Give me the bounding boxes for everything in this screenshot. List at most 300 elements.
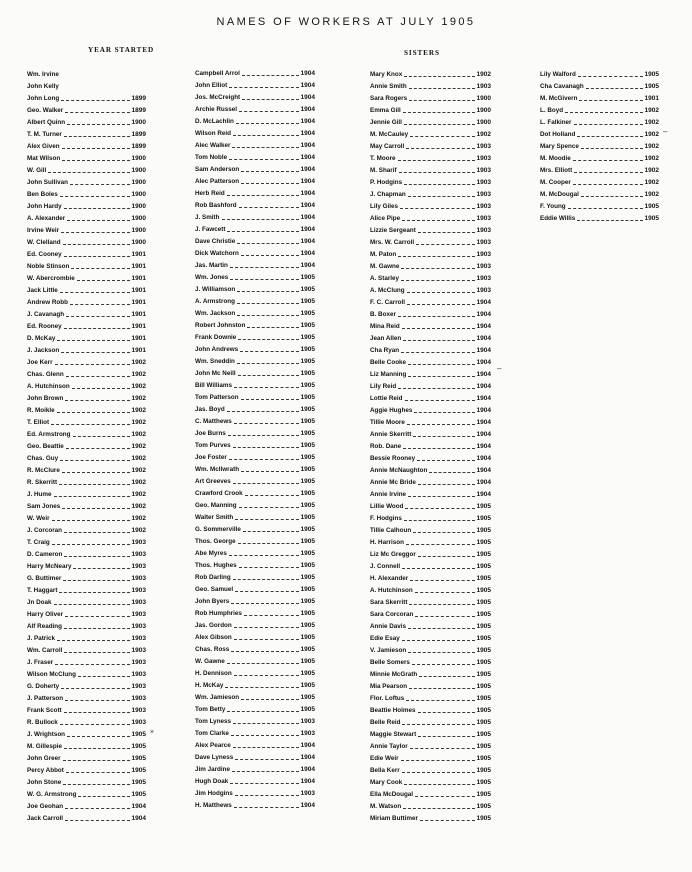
worker-entry <box>370 801 491 813</box>
leader-dots <box>55 364 130 365</box>
worker-entry <box>27 609 146 621</box>
start-year: 1905 <box>644 215 659 222</box>
worker-entry <box>27 657 146 669</box>
worker-name: P. Hodgins <box>370 179 403 186</box>
worker-entry <box>370 525 491 537</box>
worker-name: Eddie Willis <box>540 215 576 222</box>
start-year: 1903 <box>131 635 146 642</box>
worker-name: M. Gawne <box>370 263 400 270</box>
start-year: 1903 <box>131 551 146 558</box>
worker-name: A. Starley <box>370 275 400 282</box>
start-year: 1904 <box>131 803 146 810</box>
worker-entry <box>195 572 315 584</box>
leader-dots <box>406 700 474 701</box>
leader-dots <box>409 88 475 89</box>
worker-entry <box>370 417 491 429</box>
worker-name: Mary Cook <box>370 779 403 786</box>
leader-dots <box>238 375 299 376</box>
worker-entry <box>370 513 491 525</box>
start-year: 1903 <box>476 215 491 222</box>
worker-name: F. C. Carroll <box>370 299 405 306</box>
leader-dots <box>60 460 129 461</box>
worker-entry <box>195 740 315 752</box>
start-year: 1902 <box>644 191 659 198</box>
leader-dots <box>227 231 298 232</box>
worker-entry <box>195 800 315 812</box>
worker-name: John Byers <box>195 598 230 605</box>
leader-dots <box>57 412 130 413</box>
worker-entry <box>195 224 315 236</box>
start-year: 1905 <box>476 719 491 726</box>
start-year: 1902 <box>131 395 146 402</box>
start-year: 1904 <box>300 118 315 125</box>
worker-name: J. Connell <box>370 563 401 570</box>
worker-entry <box>27 141 146 153</box>
leader-dots <box>59 484 129 485</box>
leader-dots <box>401 280 474 281</box>
start-year: 1904 <box>476 335 491 342</box>
leader-dots <box>61 232 129 233</box>
worker-name: Tom Noble <box>195 154 228 161</box>
worker-name: Minnie McGrath <box>370 671 418 678</box>
start-year: 1903 <box>300 718 315 725</box>
worker-name: M. Watson <box>370 803 402 810</box>
worker-name: H. Harrison <box>370 539 404 546</box>
leader-dots <box>417 460 474 461</box>
leader-dots <box>233 483 299 484</box>
worker-entry <box>195 632 315 644</box>
worker-name: Campbell Arrol <box>195 70 240 77</box>
leader-dots <box>237 363 299 364</box>
start-year: 1903 <box>476 203 491 210</box>
start-year: 1904 <box>300 70 315 77</box>
start-year: 1904 <box>476 467 491 474</box>
worker-name: Geo. Beattie <box>27 443 64 450</box>
worker-name: W. Weir <box>27 515 50 522</box>
start-year: 1902 <box>131 443 146 450</box>
worker-name: G. Doherty <box>27 683 60 690</box>
worker-entry <box>195 248 315 260</box>
leader-dots <box>65 700 129 701</box>
worker-name: Noble Stinson <box>27 263 70 270</box>
worker-name: Percy Abbot <box>27 767 64 774</box>
worker-entry <box>27 801 146 813</box>
leader-dots <box>225 687 298 688</box>
start-year: 1902 <box>131 407 146 414</box>
leader-dots <box>398 388 474 389</box>
start-year: 1905 <box>300 562 315 569</box>
worker-name: Sam Jones <box>27 503 61 510</box>
leader-dots <box>404 784 474 785</box>
start-year: 1905 <box>300 490 315 497</box>
start-year: 1905 <box>476 635 491 642</box>
worker-name: Andrew Robb <box>27 299 68 306</box>
worker-entry <box>27 813 146 825</box>
worker-name: L. Falkiner <box>540 119 572 126</box>
start-year: 1905 <box>300 430 315 437</box>
worker-entry <box>195 704 315 716</box>
start-year: 1905 <box>476 611 491 618</box>
start-year: 1903 <box>131 539 146 546</box>
leader-dots <box>402 568 474 569</box>
worker-entry <box>195 716 315 728</box>
worker-name: John Kelly <box>27 83 59 90</box>
start-year: 1902 <box>131 383 146 390</box>
leader-dots <box>568 208 643 209</box>
start-year: 1905 <box>300 466 315 473</box>
worker-entry <box>370 657 491 669</box>
workers-column-1 <box>27 69 146 825</box>
leader-dots <box>407 292 475 293</box>
worker-entry <box>27 441 146 453</box>
leader-dots <box>66 316 129 317</box>
start-year: 1905 <box>476 779 491 786</box>
start-year: 1901 <box>131 275 146 282</box>
leader-dots <box>579 100 642 101</box>
leader-dots <box>237 303 299 304</box>
leader-dots <box>233 747 299 748</box>
start-year: 1905 <box>300 694 315 701</box>
start-year: 1903 <box>131 671 146 678</box>
start-year: 1905 <box>300 310 315 317</box>
worker-entry <box>370 69 491 81</box>
leader-dots <box>234 639 299 640</box>
leader-dots <box>418 484 475 485</box>
leader-dots <box>242 75 299 76</box>
worker-name: J. Cavanagh <box>27 311 65 318</box>
worker-name: Annie McNaughton <box>370 467 428 474</box>
start-year: 1905 <box>300 382 315 389</box>
start-year: 1903 <box>476 287 491 294</box>
leader-dots <box>237 291 298 292</box>
worker-name: Chas. Glenn <box>27 371 64 378</box>
leader-dots <box>415 616 474 617</box>
leader-dots <box>409 604 474 605</box>
start-year: 1905 <box>131 791 146 798</box>
worker-entry <box>195 596 315 608</box>
worker-entry <box>370 441 491 453</box>
leader-dots <box>405 400 475 401</box>
leader-dots <box>229 555 299 556</box>
leader-dots <box>66 376 130 377</box>
worker-entry <box>370 501 491 513</box>
worker-entry <box>370 321 491 333</box>
worker-name: Lizzie Sergeant <box>370 227 416 234</box>
sisters-heading: SISTERS <box>404 49 440 57</box>
worker-entry <box>195 140 315 152</box>
start-year: 1905 <box>476 791 491 798</box>
worker-entry <box>27 729 146 741</box>
start-year: 1899 <box>131 95 146 102</box>
worker-entry <box>195 416 315 428</box>
start-year: 1905 <box>476 575 491 582</box>
worker-entry <box>195 188 315 200</box>
start-year: 1902 <box>644 167 659 174</box>
worker-name: John Elliot <box>195 82 228 89</box>
start-year: 1902 <box>644 179 659 186</box>
start-year: 1905 <box>300 454 315 461</box>
worker-entry <box>195 80 315 92</box>
leader-dots <box>63 784 129 785</box>
leader-dots <box>402 220 474 221</box>
start-year: 1903 <box>131 683 146 690</box>
leader-dots <box>64 556 129 557</box>
worker-entry <box>370 573 491 585</box>
worker-name: Tom Lyness <box>195 718 232 725</box>
start-year: 1904 <box>300 130 315 137</box>
worker-entry <box>27 573 146 585</box>
start-year: 1903 <box>131 695 146 702</box>
start-year: 1905 <box>300 418 315 425</box>
leader-dots <box>231 603 298 604</box>
start-year: 1904 <box>300 154 315 161</box>
worker-entry <box>195 344 315 356</box>
leader-dots <box>60 196 130 197</box>
worker-entry <box>370 669 491 681</box>
worker-name: R. Moikle <box>27 407 55 414</box>
start-year: 1902 <box>131 491 146 498</box>
start-year: 1905 <box>131 743 146 750</box>
start-year: 1900 <box>131 167 146 174</box>
start-year: 1903 <box>131 707 146 714</box>
worker-name: Wm. Jamieson <box>195 694 240 701</box>
worker-name: J. Williamson <box>195 286 236 293</box>
worker-name: M. McDougal <box>540 191 579 198</box>
start-year: 1904 <box>476 479 491 486</box>
start-year: 1903 <box>476 179 491 186</box>
leader-dots <box>62 148 130 149</box>
worker-entry <box>370 621 491 633</box>
worker-entry <box>195 272 315 284</box>
leader-dots <box>64 136 130 137</box>
start-year: 1903 <box>476 167 491 174</box>
worker-entry <box>195 392 315 404</box>
worker-entry <box>27 741 146 753</box>
leader-dots <box>52 544 130 545</box>
leader-dots <box>63 244 130 245</box>
worker-name: Ed. Cooney <box>27 251 62 258</box>
worker-entry <box>27 381 146 393</box>
leader-dots <box>64 652 129 653</box>
worker-name: T. Craig <box>27 539 50 546</box>
leader-dots <box>404 184 474 185</box>
worker-entry <box>27 705 146 717</box>
worker-entry <box>27 225 146 237</box>
leader-dots <box>229 459 299 460</box>
worker-entry <box>27 165 146 177</box>
worker-entry <box>27 345 146 357</box>
start-year: 1900 <box>131 203 146 210</box>
worker-name: J. Chapman <box>370 191 406 198</box>
leader-dots <box>67 220 129 221</box>
worker-name: Wm. Irvine <box>27 71 59 78</box>
pencil-dash-mark: – <box>497 364 502 373</box>
leader-dots <box>241 183 298 184</box>
worker-entry <box>27 189 146 201</box>
worker-name: Wilson McClung <box>27 671 76 678</box>
worker-entry <box>27 693 146 705</box>
start-year: 1905 <box>300 322 315 329</box>
leader-dots <box>240 351 298 352</box>
start-year: 1904 <box>300 94 315 101</box>
worker-name: Rob Humphries <box>195 610 242 617</box>
worker-name: Tom Clarke <box>195 730 229 737</box>
start-year: 1905 <box>300 538 315 545</box>
worker-name: J. Wrightson <box>27 731 66 738</box>
worker-entry <box>195 692 315 704</box>
leader-dots <box>233 135 299 136</box>
start-year: 1905 <box>476 671 491 678</box>
leader-dots <box>61 688 129 689</box>
worker-name: B. Boxer <box>370 311 396 318</box>
leader-dots <box>60 292 130 293</box>
leader-dots <box>429 472 474 473</box>
worker-entry <box>370 81 491 93</box>
worker-entry <box>370 633 491 645</box>
leader-dots <box>403 340 474 341</box>
leader-dots <box>398 256 474 257</box>
worker-entry <box>370 717 491 729</box>
worker-entry <box>27 525 146 537</box>
worker-entry <box>27 405 146 417</box>
leader-dots <box>64 748 130 749</box>
worker-entry <box>27 393 146 405</box>
worker-entry <box>540 105 659 117</box>
worker-name: Wm. Jones <box>195 274 229 281</box>
leader-dots <box>573 160 643 161</box>
start-year: 1903 <box>131 659 146 666</box>
worker-name: Tom Patterson <box>195 394 239 401</box>
leader-dots <box>241 171 298 172</box>
worker-name: Liz Mc Greggor <box>370 551 416 558</box>
leader-dots <box>408 364 474 365</box>
worker-entry <box>370 285 491 297</box>
worker-entry <box>540 81 659 93</box>
worker-name: Irvine Weir <box>27 227 60 234</box>
start-year: 1902 <box>131 527 146 534</box>
worker-entry <box>27 681 146 693</box>
worker-entry <box>195 680 315 692</box>
worker-name: Mrs. W. Carroll <box>370 239 415 246</box>
worker-name: F. Hodgins <box>370 515 402 522</box>
worker-name: Dot Holland <box>540 131 576 138</box>
worker-name: John Sullivan <box>27 179 68 186</box>
worker-entry <box>27 633 146 645</box>
leader-dots <box>67 124 129 125</box>
leader-dots <box>231 651 298 652</box>
worker-entry <box>27 81 146 93</box>
worker-entry <box>27 465 146 477</box>
start-year: 1905 <box>476 587 491 594</box>
start-year: 1902 <box>131 419 146 426</box>
leader-dots <box>409 100 474 101</box>
worker-entry <box>27 213 146 225</box>
worker-name: Aggie Hughes <box>370 407 413 414</box>
start-year: 1904 <box>300 766 315 773</box>
start-year: 1905 <box>300 634 315 641</box>
worker-entry <box>195 200 315 212</box>
leader-dots <box>234 807 299 808</box>
start-year: 1899 <box>131 131 146 138</box>
worker-entry <box>27 501 146 513</box>
worker-entry <box>27 309 146 321</box>
worker-name: Annie Taylor <box>370 743 408 750</box>
worker-entry <box>195 548 315 560</box>
leader-dots <box>71 268 129 269</box>
leader-dots <box>62 160 129 161</box>
sisters-column-2 <box>540 69 659 225</box>
worker-name: Bill Williams <box>195 382 233 389</box>
worker-name: Joe Burns <box>195 430 226 437</box>
start-year: 1905 <box>300 274 315 281</box>
leader-dots <box>581 196 643 197</box>
start-year: 1905 <box>476 683 491 690</box>
leader-dots <box>412 664 475 665</box>
worker-name: Jim Hodgins <box>195 790 233 797</box>
worker-name: Mary Spence <box>540 143 579 150</box>
worker-name: Jean Allen <box>370 335 402 342</box>
worker-name: Crawford Crook <box>195 490 243 497</box>
worker-name: Alex Pearce <box>195 742 231 749</box>
worker-entry <box>370 453 491 465</box>
leader-dots <box>227 411 299 412</box>
sisters-column-1 <box>370 69 491 825</box>
worker-name: Beattie Holmes <box>370 707 416 714</box>
worker-entry <box>27 477 146 489</box>
worker-entry <box>370 177 491 189</box>
leader-dots <box>404 124 475 125</box>
worker-name: Liz Manning <box>370 371 407 378</box>
worker-entry <box>370 153 491 165</box>
start-year: 1904 <box>300 802 315 809</box>
start-year: 1904 <box>300 202 315 209</box>
start-year: 1901 <box>131 347 146 354</box>
leader-dots <box>243 531 299 532</box>
worker-name: Frank Downie <box>195 334 237 341</box>
start-year: 1905 <box>476 527 491 534</box>
worker-name: Annie Irvine <box>370 491 407 498</box>
leader-dots <box>66 448 130 449</box>
worker-name: Geo. Walker <box>27 107 64 114</box>
start-year: 1900 <box>131 227 146 234</box>
worker-name: J. Patterson <box>27 695 64 702</box>
leader-dots <box>65 400 129 401</box>
worker-entry <box>195 668 315 680</box>
worker-name: T. Elliot <box>27 419 50 426</box>
worker-name: Dave Christie <box>195 238 236 245</box>
start-year: 1902 <box>131 479 146 486</box>
worker-name: W. Abercrombie <box>27 275 75 282</box>
start-year: 1904 <box>476 431 491 438</box>
worker-entry <box>195 500 315 512</box>
worker-entry <box>370 729 491 741</box>
worker-name: J. Fraser <box>27 659 54 666</box>
start-year: 1902 <box>131 455 146 462</box>
worker-entry <box>195 164 315 176</box>
worker-name: Ed. Rooney <box>27 323 62 330</box>
leader-dots <box>402 724 474 725</box>
worker-entry <box>195 236 315 248</box>
worker-entry <box>370 645 491 657</box>
start-year: 1905 <box>476 503 491 510</box>
worker-name: Belle Cooke <box>370 359 407 366</box>
worker-entry <box>195 620 315 632</box>
worker-entry <box>195 476 315 488</box>
start-year: 1905 <box>300 622 315 629</box>
leader-dots <box>586 88 643 89</box>
leader-dots <box>410 580 474 581</box>
leader-dots <box>65 616 129 617</box>
